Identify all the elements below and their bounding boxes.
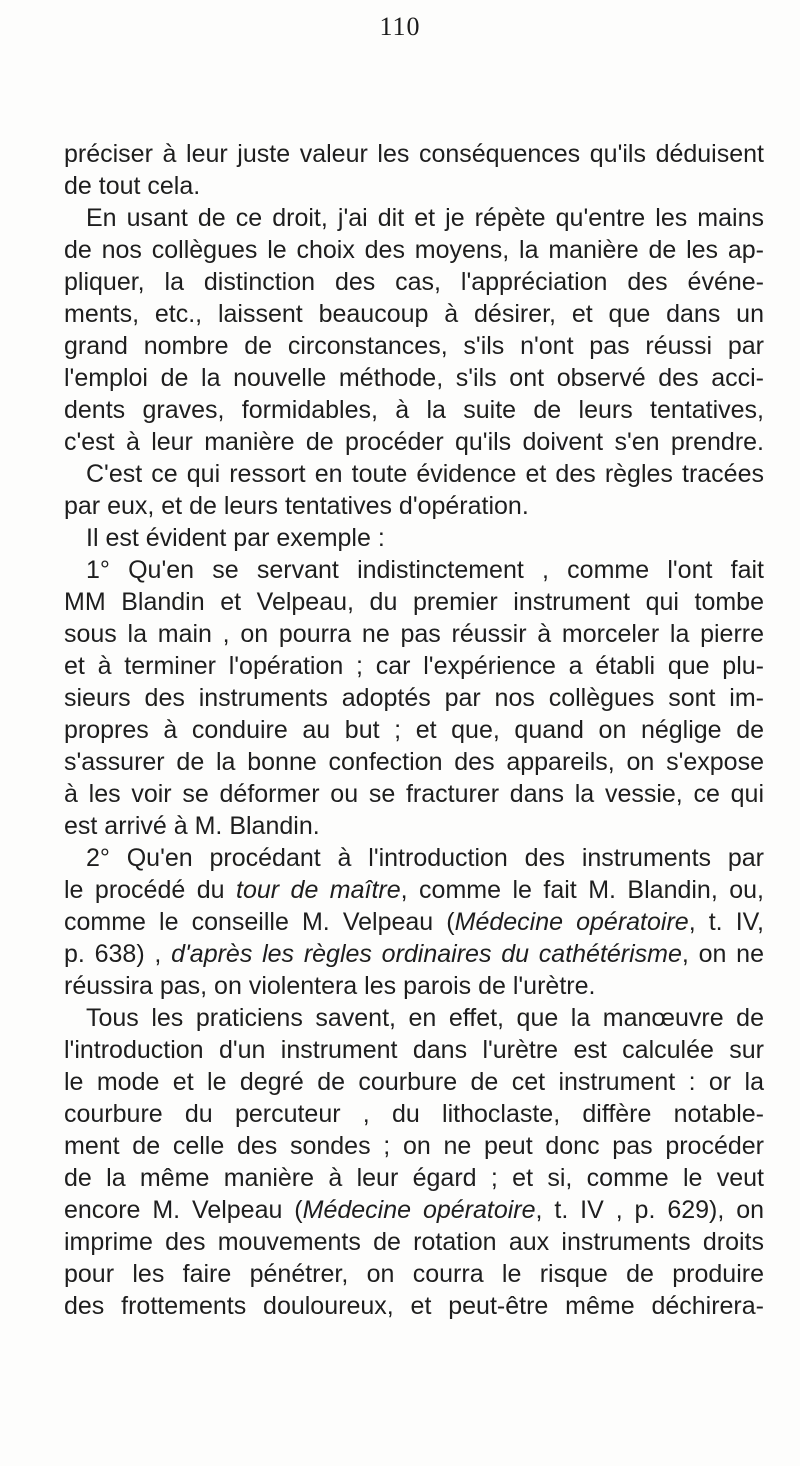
body-text [64,138,764,1322]
text-line [64,842,764,874]
text-run: ment de celle des sondes ; on ne peut donc pas procéder [64,1132,764,1160]
text-run: réussira pas, on violentera les parois de l'urètre. [64,972,596,1000]
text-line [64,170,764,202]
text-run: pliquer, la distinction des cas, l'appréciation des événe- [64,268,764,296]
text-run: le mode et le degré de courbure de cet instrument : or la [64,1068,764,1096]
text-run: encore M. Velpeau ( [64,1196,303,1224]
italic-citation: Médecine opératoire [454,908,689,936]
text-line [64,970,764,1002]
text-line [64,906,764,938]
text-run: s'assurer de la bonne confection des appareils, on s'expose [64,748,764,776]
italic-citation: Médecine opératoire [302,1196,536,1224]
text-line [64,266,764,298]
text-run: grand nombre de circonstances, s'ils n'ont pas réussi par [64,332,764,360]
text-run: ments, etc., laissent beaucoup à désirer, et que dans un [64,300,764,328]
text-run: imprime des mouvements de rotation aux instruments droits [64,1228,764,1256]
text-run: Il est évident par exemple : [86,524,385,552]
text-line [64,1290,764,1322]
text-run: MM Blandin et Velpeau, du premier instrument qui tombe [64,588,764,616]
text-line [64,650,764,682]
text-run: Tous les praticiens savent, en effet, que la manœuvre de [86,1004,764,1032]
text-line [64,1226,764,1258]
text-line [64,1002,764,1034]
text-run: préciser à leur juste valeur les conséquences qu'ils déduisent [64,140,764,168]
text-run: sous la main , on pourra ne pas réussir à morceler la pierre [64,620,764,648]
text-run: par eux, et de leurs tentatives d'opération. [64,492,529,520]
text-run: 1° Qu'en se servant indistinctement , comme l'ont fait [86,556,764,584]
text-run: l'emploi de la nouvelle méthode, s'ils ont observé des acci- [64,364,764,392]
text-line [64,938,764,970]
italic-citation: tour de maître [236,876,401,904]
text-run: En usant de ce droit, j'ai dit et je répète qu'entre les mains [86,204,764,232]
text-line [64,490,764,522]
text-run: de tout cela. [64,172,201,200]
text-run: le procédé du [64,876,236,904]
text-run: dents graves, formidables, à la suite de leurs tentatives, [64,396,764,424]
text-line [64,522,764,554]
text-line [64,202,764,234]
text-run: p. 638) , [64,940,172,968]
text-line [64,1162,764,1194]
text-line [64,810,764,842]
text-line [64,426,764,458]
text-run: , t. IV, [688,908,764,936]
italic-citation: d'après les règles ordinaires du cathétérisme [171,940,682,968]
text-run: de la même manière à leur égard ; et si, comme le veut [64,1164,764,1192]
text-run: , comme le fait M. Blandin, ou, [400,876,764,904]
text-run: courbure du percuteur , du lithoclaste, diffère notable- [64,1100,764,1128]
text-line [64,138,764,170]
text-run: c'est à leur manière de procéder qu'ils doivent s'en prendre. [64,428,764,456]
text-line [64,586,764,618]
text-run: des frottements douloureux, et peut-être même déchirera- [64,1292,764,1320]
text-line [64,1066,764,1098]
text-line [64,330,764,362]
text-line [64,682,764,714]
text-line [64,746,764,778]
text-line [64,458,764,490]
text-run: à les voir se déformer ou se fracturer dans la vessie, ce qui [64,780,764,808]
text-line [64,1034,764,1066]
text-run: , on ne [681,940,764,968]
text-line [64,362,764,394]
text-run: l'introduction d'un instrument dans l'urètre est calculée sur [64,1036,764,1064]
text-run: est arrivé à M. Blandin. [64,812,320,840]
text-run: comme le conseille M. Velpeau ( [64,908,455,936]
text-line [64,714,764,746]
text-line [64,778,764,810]
text-line [64,874,764,906]
text-run: pour les faire pénétrer, on courra le risque de produire [64,1260,764,1288]
text-run: 2° Qu'en procédant à l'introduction des instruments par [86,844,764,872]
text-line [64,1194,764,1226]
text-run: propres à conduire au but ; et que, quand on néglige de [64,716,764,744]
text-run: et à terminer l'opération ; car l'expérience a établi que plu- [64,652,764,680]
text-line [64,394,764,426]
text-line [64,298,764,330]
text-line [64,1098,764,1130]
text-line [64,618,764,650]
text-run: sieurs des instruments adoptés par nos collègues sont im- [64,684,764,712]
text-line [64,554,764,586]
text-run: C'est ce qui ressort en toute évidence et des règles tracées [86,460,764,488]
text-line [64,234,764,266]
text-run: de nos collègues le choix des moyens, la manière de les ap- [64,236,764,264]
text-line [64,1258,764,1290]
page-number: 110 [379,12,421,41]
text-line [64,1130,764,1162]
text-run: , t. IV , p. 629), on [535,1196,765,1224]
